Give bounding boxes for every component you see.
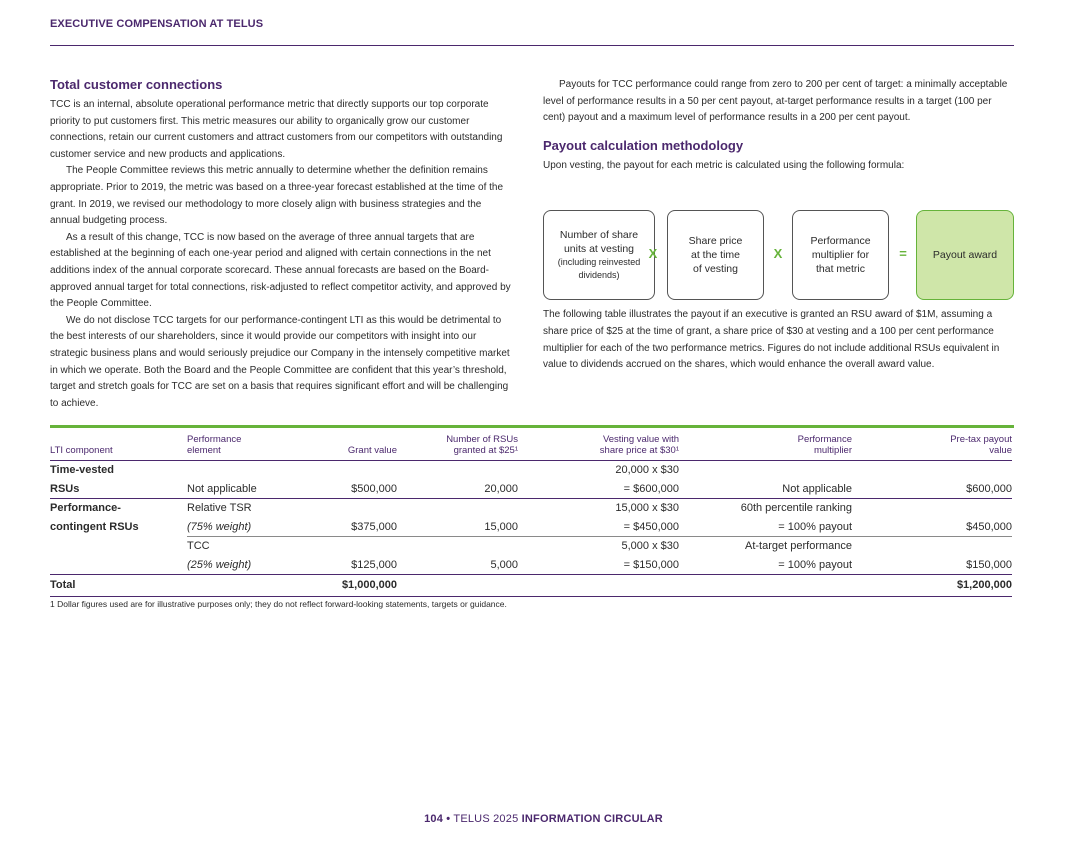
table-cell: = $600,000 bbox=[518, 480, 679, 499]
column-header: LTI component bbox=[50, 428, 187, 461]
table-cell bbox=[518, 575, 679, 597]
table-cell: Time-vested bbox=[50, 464, 114, 476]
header-line: Number of RSUs bbox=[446, 434, 518, 445]
paragraph: The following table illustrates the payout if an executive is granted an RSU award of $1M, assuming a share price of $25 at the time of grant, a share price of $30 at vesting and a 100 per cent performance multiplier for each of the two performance metrics. Figures do not include additional RSUs equivalent in value to dividends accrued on the shares, which would enhance the overall award value. bbox=[543, 309, 1000, 371]
table-cell bbox=[397, 575, 518, 597]
header-line: granted at $25¹ bbox=[453, 445, 518, 456]
table-cell: = $150,000 bbox=[518, 556, 679, 575]
table-cell: Performance- bbox=[50, 502, 121, 514]
column-header bbox=[679, 428, 852, 461]
left-column bbox=[50, 77, 512, 412]
table-cell bbox=[679, 461, 852, 480]
formula-text: Payout award bbox=[932, 249, 998, 261]
table-cell: 20,000 bbox=[397, 480, 518, 499]
formula-text: units at vesting bbox=[563, 243, 635, 255]
table-cell: RSUs bbox=[50, 480, 187, 499]
header-line: Performance bbox=[187, 434, 242, 445]
footer-document-title: INFORMATION CIRCULAR bbox=[521, 813, 663, 825]
column-header bbox=[852, 428, 1012, 461]
header-line: value bbox=[989, 445, 1012, 456]
header-line: element bbox=[187, 445, 221, 456]
table-cell: $500,000 bbox=[307, 480, 397, 499]
formula-text: at the time bbox=[690, 249, 741, 261]
paragraph: As a result of this change, TCC is now based on the average of three annual targets that are established at the beginning of each one-year period and aligned with certain connections in the net additions index of the annual corporate scorecard. These annual forecasts are based on the Board-approved annual target for total connections, risk-adjusted to reflect competitor activity, and approved by the People Committee. bbox=[50, 231, 511, 310]
formula-text: of vesting bbox=[693, 263, 738, 275]
header-line: Pre-tax payout bbox=[950, 434, 1012, 445]
table-row bbox=[50, 537, 1012, 556]
section-title-payout-method: Payout calculation methodology bbox=[543, 137, 744, 153]
table-cell bbox=[397, 461, 518, 480]
formula-note: dividends) bbox=[578, 270, 620, 280]
table-cell bbox=[50, 537, 187, 556]
table-cell: = 100% payout bbox=[679, 556, 852, 575]
footer-publication: TELUS 2025 bbox=[453, 813, 519, 825]
table-cell: = 100% payout bbox=[679, 518, 852, 537]
formula-note: (including reinvested bbox=[557, 257, 641, 267]
footnote: 1 Dollar figures used are for illustrative purposes only; they do not reflect forward-looking statements, targets or guidance. bbox=[50, 599, 507, 609]
table-cell: $375,000 bbox=[307, 518, 397, 537]
header-line: Vesting value with bbox=[602, 434, 679, 445]
payout-table bbox=[50, 425, 1014, 597]
table-cell bbox=[307, 537, 397, 556]
table-cell: $125,000 bbox=[307, 556, 397, 575]
running-header: EXECUTIVE COMPENSATION AT TELUS bbox=[50, 18, 264, 30]
formula-text: Performance bbox=[810, 235, 871, 247]
table-cell: At-target performance bbox=[745, 540, 852, 552]
formula-text: that metric bbox=[815, 263, 865, 275]
table-cell: $600,000 bbox=[852, 480, 1012, 499]
table-cell: 5,000 x $30 bbox=[621, 540, 679, 552]
table-cell bbox=[679, 575, 852, 597]
formula-box-share-units bbox=[543, 210, 655, 300]
formula-text: multiplier for bbox=[811, 249, 870, 261]
table-cell: contingent RSUs bbox=[50, 521, 139, 533]
table-cell: 15,000 bbox=[397, 518, 518, 537]
header-divider bbox=[50, 45, 1014, 46]
table-row bbox=[50, 556, 1012, 575]
table-cell: Not applicable bbox=[679, 480, 852, 499]
column-header bbox=[397, 428, 518, 461]
table-cell: Total bbox=[50, 575, 187, 597]
paragraph: We do not disclose TCC targets for our performance-contingent LTI as this would be detrimental to the best interests of our shareholders, since it would provide our competitors with insight into our strategic business plans and would seriously prejudice our Company in the intensely competitive market in which we operate. Both the Board and the People Committee are confident that this year’s threshold, target and stretch goals for TCC are set on a basis that requires significant effort and will be challenging to achieve. bbox=[50, 314, 510, 409]
table-cell bbox=[397, 537, 518, 556]
table-cell bbox=[187, 461, 307, 480]
paragraph: The People Committee reviews this metric annually to determine whether the definition remains appropriate. Prior to 2019, the metric was based on a three-year forecast established at the time of the grant. In 2019, we revised our methodology to more closely align with business strategies and the annual budgeting process. bbox=[50, 165, 504, 227]
formula-text: Share price bbox=[688, 235, 743, 247]
multiply-operator: X bbox=[648, 246, 658, 261]
column-header bbox=[518, 428, 679, 461]
weight-text: (75% weight) bbox=[187, 520, 252, 533]
page-footer bbox=[0, 813, 1087, 825]
table-cell bbox=[187, 556, 307, 575]
table-cell: TCC bbox=[187, 540, 210, 552]
table-cell: 15,000 x $30 bbox=[615, 502, 679, 514]
header-line: share price at $30¹ bbox=[599, 445, 679, 456]
paragraph: Payouts for TCC performance could range from zero to 200 per cent of target: a minimally acceptable level of performance results in a 50 per cent payout, at-target performance results in a target (100 per cent) payout and a maximum level of performance results in a 200 per cent payout. bbox=[543, 79, 1008, 124]
table-cell bbox=[852, 537, 1012, 556]
table-cell: $150,000 bbox=[852, 556, 1012, 575]
table-cell: $1,200,000 bbox=[852, 575, 1012, 597]
page-number: 104 bbox=[424, 813, 444, 825]
formula-text: Number of share bbox=[559, 229, 639, 241]
table-cell bbox=[852, 461, 1012, 480]
table-cell bbox=[187, 518, 307, 537]
table-cell bbox=[307, 499, 397, 518]
table-cell: $1,000,000 bbox=[307, 575, 397, 597]
section-title-tcc: Total customer connections bbox=[50, 77, 223, 92]
paragraph: TCC is an internal, absolute operational performance metric that directly supports our top corporate priority to put customers first. This metric measures our ability to organically grow our customer connections, retain our current customers and attract customers from our competitors with outstanding customer service and new products and applications. bbox=[50, 99, 503, 160]
formula-box-multiplier bbox=[792, 210, 889, 300]
footer-bullet: • bbox=[446, 813, 451, 825]
table-total-row bbox=[50, 575, 1012, 597]
table-row bbox=[50, 518, 1012, 537]
table-row bbox=[50, 499, 1012, 518]
table-cell: 60th percentile ranking bbox=[740, 502, 852, 514]
table-header-row bbox=[50, 428, 1012, 461]
table-cell: 5,000 bbox=[397, 556, 518, 575]
table-cell: = $450,000 bbox=[518, 518, 679, 537]
table-cell: Relative TSR bbox=[187, 502, 252, 514]
column-header: Grant value bbox=[307, 428, 397, 461]
equals-operator: = bbox=[899, 246, 907, 261]
formula-box-share-price bbox=[667, 210, 764, 300]
weight-text: (25% weight) bbox=[187, 558, 252, 571]
formula-box-payout-award bbox=[916, 210, 1014, 300]
table-cell: $450,000 bbox=[852, 518, 1012, 537]
table-cell bbox=[50, 556, 187, 575]
table-cell bbox=[397, 499, 518, 518]
column-header bbox=[187, 428, 307, 461]
payout-formula-diagram bbox=[543, 210, 1015, 302]
table-row bbox=[50, 480, 1012, 499]
table-cell bbox=[187, 575, 307, 597]
table-cell: Not applicable bbox=[187, 480, 307, 499]
table-cell: 20,000 x $30 bbox=[615, 464, 679, 476]
multiply-operator: X bbox=[773, 246, 783, 261]
header-line: multiplier bbox=[813, 445, 852, 456]
header-line: Performance bbox=[797, 434, 852, 445]
paragraph: Upon vesting, the payout for each metric is calculated using the following formula: bbox=[543, 159, 905, 171]
table-row bbox=[50, 461, 1012, 480]
table-cell bbox=[852, 499, 1012, 518]
table-cell bbox=[307, 461, 397, 480]
